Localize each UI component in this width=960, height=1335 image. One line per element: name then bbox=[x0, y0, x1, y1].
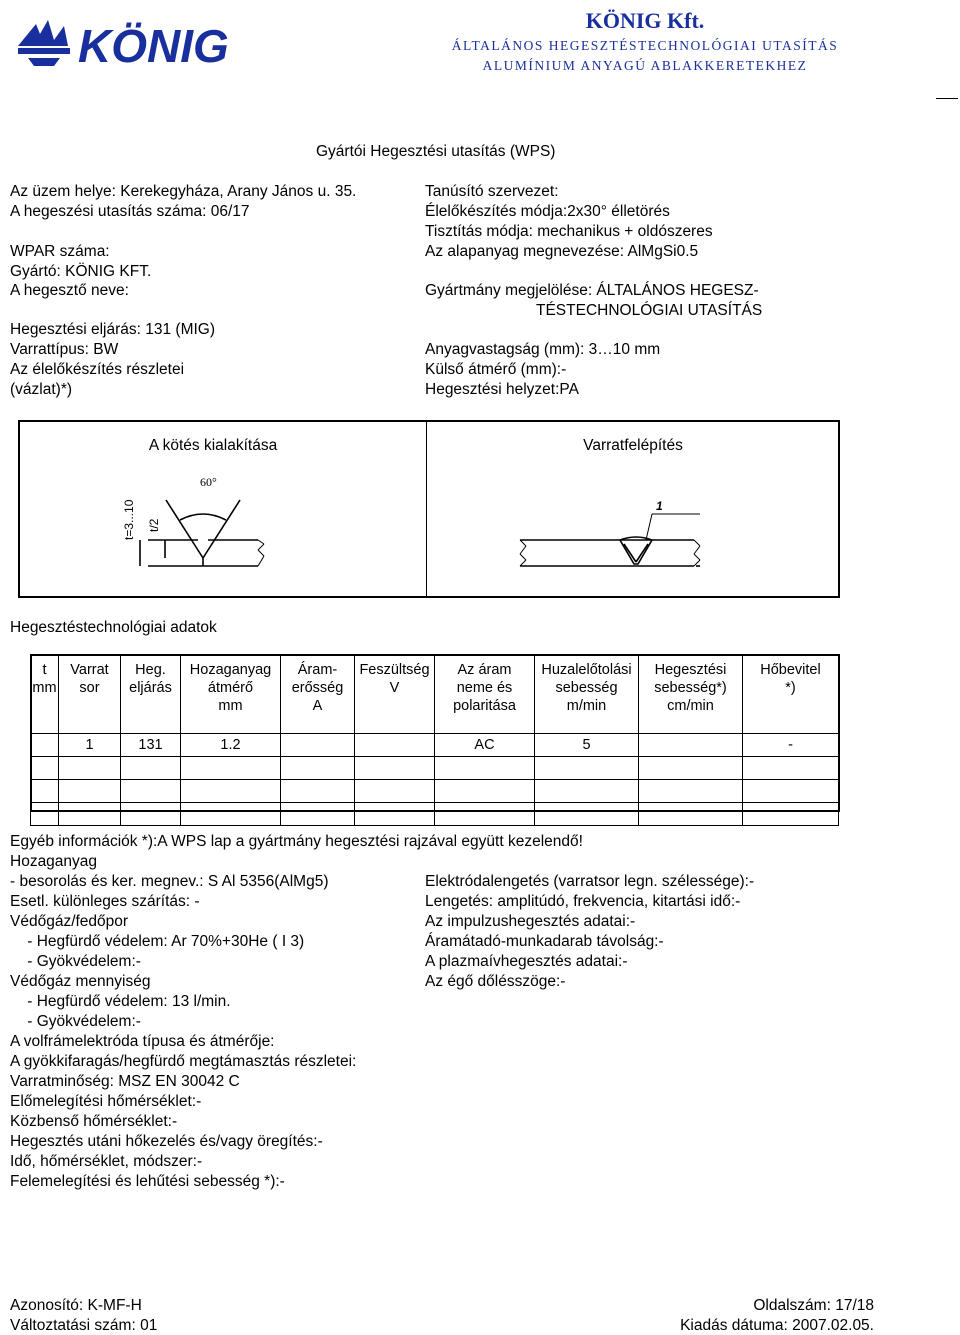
header-label: Hegesztési sebesség*) cm/min bbox=[654, 662, 727, 714]
welding-detail-line: Idő, hőmérséklet, módszer:- bbox=[10, 1153, 203, 1170]
table-cell bbox=[639, 780, 743, 803]
welding-detail-line: Felemelegítési és lehűtési sebesség *):- bbox=[10, 1173, 285, 1190]
table-cell bbox=[121, 757, 181, 780]
welding-detail-line: Közbenső hőmérséklet:- bbox=[10, 1113, 178, 1130]
table-cell: 5 bbox=[535, 734, 639, 757]
weld-type: Varrattípus: BW bbox=[10, 341, 119, 358]
plant-location: Az üzem helye: Kerekegyháza, Arany János u. 35. bbox=[10, 183, 357, 200]
header-heat-input bbox=[743, 655, 839, 734]
edge-prep-details: Az élelőkészítés részletei bbox=[10, 361, 185, 378]
table-cell: 1 bbox=[59, 734, 121, 757]
header-label: Feszültség V bbox=[359, 662, 430, 696]
process-detail-line: Elektródalengetés (varratsor legn. szélessége):- bbox=[425, 873, 755, 890]
konig-logo bbox=[14, 10, 259, 72]
welding-detail-line: - besorolás és ker. megnev.: S Al 5356(AlMg5) bbox=[10, 873, 329, 890]
table-row bbox=[31, 757, 839, 780]
wps-title: Gyártói Hegesztési utasítás (WPS) bbox=[316, 143, 556, 160]
header-current-type bbox=[435, 655, 535, 734]
table-cell bbox=[121, 803, 181, 826]
outer-diameter: Külső átmérő (mm):- bbox=[425, 361, 567, 378]
certifying-body: Tanúsító szervezet: bbox=[425, 183, 559, 200]
other-information: Egyéb információk *):A WPS lap a gyártmány hegesztési rajzával együtt kezelendő! bbox=[10, 833, 583, 850]
table-cell bbox=[535, 757, 639, 780]
table-cell bbox=[281, 734, 355, 757]
process-detail-line: Az impulzushegesztés adatai:- bbox=[425, 913, 636, 930]
header-label: Hőbevitel *) bbox=[760, 662, 821, 696]
company-name: KÖNIG Kft. bbox=[585, 8, 705, 33]
header-current bbox=[281, 655, 355, 734]
weld-layer-number: 1 bbox=[656, 499, 663, 513]
table-cell bbox=[31, 757, 59, 780]
header-rule bbox=[936, 98, 958, 99]
footer-issue-date: Kiadás dátuma: 2007.02.05. bbox=[680, 1317, 874, 1334]
welding-position: Hegesztési helyzet:PA bbox=[425, 381, 579, 398]
welding-parameters-table bbox=[30, 654, 839, 826]
table-cell bbox=[281, 780, 355, 803]
table-row bbox=[31, 803, 839, 826]
footer-document-id: Azonosító: K-MF-H bbox=[10, 1297, 142, 1314]
table-cell bbox=[181, 803, 281, 826]
table-cell bbox=[355, 803, 435, 826]
welding-detail-line: A gyökkifaragás/hegfürdő megtámasztás részletei: bbox=[10, 1053, 357, 1070]
table-cell bbox=[59, 803, 121, 826]
welding-detail-line: Esetl. különleges szárítás: - bbox=[10, 893, 200, 910]
table-cell bbox=[59, 780, 121, 803]
table-cell bbox=[181, 757, 281, 780]
document-subtitle-2: ALUMÍNIUM ANYAGÚ ABLAKKERETEKHEZ bbox=[482, 58, 808, 73]
header-wire-feed-speed bbox=[535, 655, 639, 734]
document-subtitle-1: ÁLTALÁNOS HEGESZTÉSTECHNOLÓGIAI UTASÍTÁS bbox=[451, 38, 839, 53]
welding-detail-line: - Gyökvédelem:- bbox=[10, 1013, 141, 1030]
welding-detail-line: - Hegfürdő védelem: Ar 70%+30He ( I 3) bbox=[10, 933, 305, 950]
table-cell bbox=[743, 780, 839, 803]
table-cell bbox=[59, 757, 121, 780]
header-filler-diameter bbox=[181, 655, 281, 734]
table-row bbox=[31, 780, 839, 803]
process-detail-line: Az égő dőlésszöge:- bbox=[425, 973, 566, 990]
welding-detail-line: - Gyökvédelem:- bbox=[10, 953, 141, 970]
product-designation-cont: TÉSTECHNOLÓGIAI UTASÍTÁS bbox=[536, 302, 763, 319]
groove-angle-label: 60° bbox=[200, 475, 217, 489]
footer-page-number: Oldalszám: 17/18 bbox=[753, 1297, 874, 1314]
table-cell bbox=[435, 803, 535, 826]
joint-sketch bbox=[20, 460, 424, 594]
wps-number: A hegeszési utasítás száma: 06/17 bbox=[10, 203, 250, 220]
material-thickness: Anyagvastagság (mm): 3…10 mm bbox=[425, 341, 661, 358]
table-cell bbox=[355, 734, 435, 757]
table-cell: AC bbox=[435, 734, 535, 757]
joint-design-title: A kötés kialakítása bbox=[148, 437, 278, 454]
process-detail-line: Lengetés: amplitúdó, frekvencia, kitartási idő:- bbox=[425, 893, 741, 910]
table-cell bbox=[435, 757, 535, 780]
welding-detail-line: Védőgáz/fedőpor bbox=[10, 913, 129, 930]
welding-detail-line: Hozaganyag bbox=[10, 853, 98, 870]
table-cell bbox=[535, 803, 639, 826]
header-process bbox=[121, 655, 181, 734]
logo-emblem-icon bbox=[18, 20, 68, 46]
table-cell: 1.2 bbox=[181, 734, 281, 757]
header-label: Áram- erősség A bbox=[291, 662, 344, 714]
table-cell bbox=[121, 780, 181, 803]
product-designation: Gyártmány megjelölése: ÁLTALÁNOS HEGESZ- bbox=[425, 282, 759, 299]
header-label: Varrat sor bbox=[70, 662, 109, 696]
header-label: t mm bbox=[32, 662, 57, 696]
welder-name: A hegesztő neve: bbox=[10, 282, 129, 299]
table-cell bbox=[639, 734, 743, 757]
table-header-row bbox=[31, 655, 839, 734]
manufacturer: Gyártó: KÖNIG KFT. bbox=[10, 263, 152, 280]
table-cell bbox=[281, 803, 355, 826]
table-cell: 131 bbox=[121, 734, 181, 757]
table-cell: - bbox=[743, 734, 839, 757]
sketch-note: (vázlat)*) bbox=[10, 381, 73, 398]
header-label: Az áram neme és polaritása bbox=[453, 662, 516, 714]
table-cell bbox=[31, 780, 59, 803]
header-thickness bbox=[31, 655, 59, 734]
header-label: Hozaganyag átmérő mm bbox=[189, 662, 272, 714]
table-cell bbox=[743, 803, 839, 826]
table-cell bbox=[535, 780, 639, 803]
logo-wordmark: KÖNIG bbox=[78, 20, 229, 72]
header-voltage bbox=[355, 655, 435, 734]
header-travel-speed bbox=[639, 655, 743, 734]
tech-data-title: Hegesztéstechnológiai adatok bbox=[10, 619, 217, 636]
process-detail-line: A plazmaívhegesztés adatai:- bbox=[425, 953, 628, 970]
table-cell bbox=[181, 780, 281, 803]
weld-layer-title: Varratfelépítés bbox=[583, 437, 683, 454]
table-cell bbox=[435, 780, 535, 803]
table-cell bbox=[31, 734, 59, 757]
table-row bbox=[31, 734, 839, 757]
header-weld-pass bbox=[59, 655, 121, 734]
thickness-label: t=3...10 bbox=[122, 499, 136, 540]
welding-detail-line: Előmelegítési hőmérséklet:- bbox=[10, 1093, 202, 1110]
footer-change-number: Változtatási szám: 01 bbox=[10, 1317, 158, 1334]
process-detail-line: Áramátadó-munkadarab távolság:- bbox=[425, 933, 664, 950]
base-material: Az alapanyag megnevezése: AlMgSi0.5 bbox=[425, 243, 699, 260]
welding-process: Hegesztési eljárás: 131 (MIG) bbox=[10, 321, 216, 338]
half-thickness-label: t/2 bbox=[147, 518, 161, 532]
table-cell bbox=[639, 803, 743, 826]
weld-layer-sketch bbox=[430, 460, 838, 594]
table-cell bbox=[355, 780, 435, 803]
header-label: Heg. eljárás bbox=[129, 662, 172, 696]
edge-prep-method: Élelőkészítés módja:2x30° élletörés bbox=[425, 203, 670, 220]
welding-detail-line: Védőgáz mennyiség bbox=[10, 973, 151, 990]
wpar-number: WPAR száma: bbox=[10, 243, 110, 260]
cleaning-method: Tisztítás módja: mechanikus + oldószeres bbox=[425, 223, 713, 240]
table-cell bbox=[355, 757, 435, 780]
welding-detail-line: - Hegfürdő védelem: 13 l/min. bbox=[10, 993, 231, 1010]
joint-box-divider bbox=[426, 420, 427, 596]
welding-detail-line: Varratminőség: MSZ EN 30042 C bbox=[10, 1073, 240, 1090]
table-cell bbox=[639, 757, 743, 780]
welding-detail-line: A volfrámelektróda típusa és átmérője: bbox=[10, 1033, 275, 1050]
table-cell bbox=[281, 757, 355, 780]
table-cell bbox=[31, 803, 59, 826]
table-cell bbox=[743, 757, 839, 780]
welding-detail-line: Hegesztés utáni hőkezelés és/vagy öregítés:- bbox=[10, 1133, 323, 1150]
header-label: Huzalelőtolási sebesség m/min bbox=[541, 662, 632, 714]
